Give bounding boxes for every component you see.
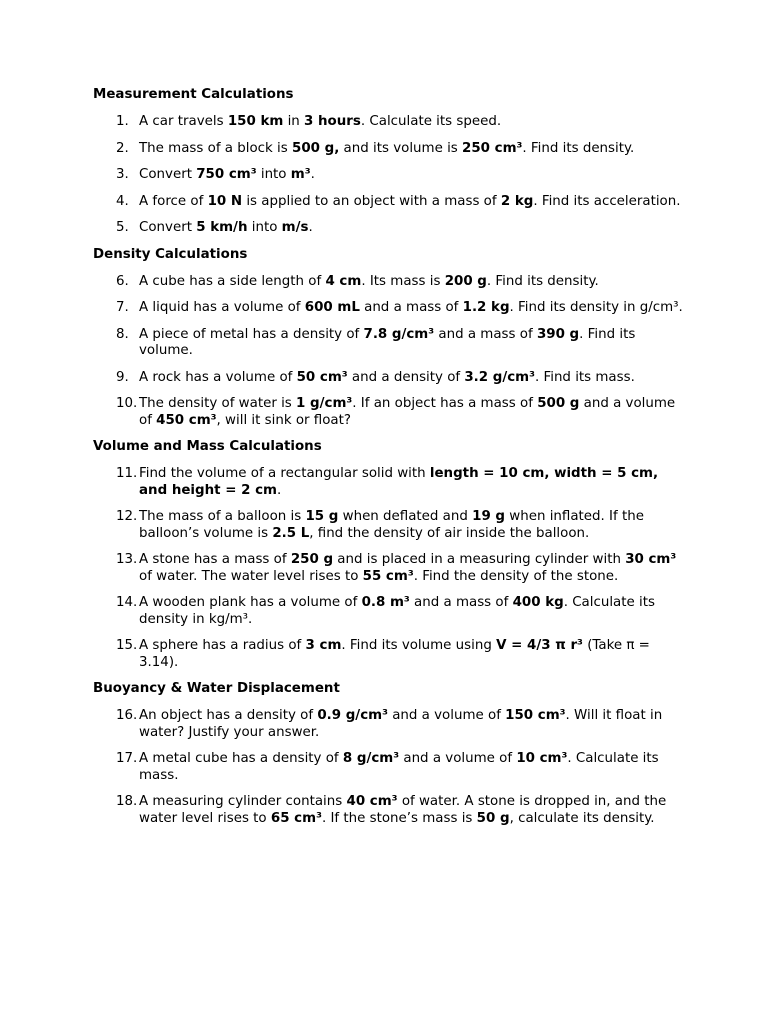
bold-value: 0.9 g/cm³ <box>317 708 388 723</box>
bold-value: 50 g <box>476 810 510 826</box>
text-run: A rock has a volume of <box>139 369 297 385</box>
text-run: . <box>276 482 282 498</box>
question-text <box>139 509 644 541</box>
bold-value: 750 cm³ <box>196 167 257 182</box>
text-run: Convert <box>139 220 197 235</box>
question-2 <box>93 141 683 158</box>
question-number: 7. <box>116 300 129 315</box>
text-run: A piece of metal has a density of <box>139 326 364 342</box>
text-run: The density of water is <box>139 396 297 411</box>
bold-value: 7.8 g/cm³ <box>363 326 435 342</box>
bold-value: 3.2 g/cm³ <box>464 369 535 385</box>
bold-value: 19 g <box>472 509 506 524</box>
text-run: is applied to an object with a mass of <box>242 193 501 209</box>
question-5 <box>93 220 683 237</box>
question-number: 18. <box>116 794 138 809</box>
question-1 <box>93 114 683 131</box>
question-text <box>139 396 675 428</box>
question-text <box>139 595 655 627</box>
bold-value: 65 cm³ <box>270 810 322 826</box>
question-text <box>139 300 683 315</box>
question-number: 10. <box>116 396 138 411</box>
question-6 <box>93 274 683 291</box>
question-7 <box>93 300 683 317</box>
bold-value: 8 g/cm³ <box>342 751 400 766</box>
text-run: A stone has a mass of <box>139 552 291 567</box>
bold-value: m/s <box>281 220 309 235</box>
text-run: and a mass of <box>409 595 513 610</box>
text-run: Find the volume of a rectangular solid with <box>139 466 430 481</box>
question-number: 17. <box>116 751 138 766</box>
bold-value: 1.2 kg <box>462 300 510 315</box>
bold-value: 600 mL <box>304 300 360 315</box>
bold-value: m³ <box>290 167 311 182</box>
bold-value: 3 cm <box>305 638 342 653</box>
bold-value: V = 4/3 π r³ <box>496 638 583 653</box>
text-run: An object has a density of <box>139 708 318 723</box>
section-heading: Buoyancy & Water Displacement <box>93 681 340 696</box>
text-run: when deflated and <box>338 509 473 524</box>
question-number: 6. <box>116 273 129 289</box>
question-14 <box>93 595 683 628</box>
question-9 <box>93 370 683 387</box>
question-16 <box>93 708 683 741</box>
text-run: . If the stone’s mass is <box>321 810 477 826</box>
question-number: 4. <box>116 193 129 209</box>
text-run: . Will it float in water? Justify your answer. <box>139 708 663 740</box>
bold-value: 5 km/h <box>196 220 248 235</box>
text-run: in <box>283 114 305 129</box>
text-run: , find the density of air inside the balloon. <box>309 525 590 541</box>
bold-value: 250 g <box>290 552 334 567</box>
text-run: of water. The water level rises to <box>139 568 363 584</box>
question-text <box>139 638 650 670</box>
question-text <box>139 194 681 209</box>
bold-value: 40 cm³ <box>346 794 398 809</box>
text-run: and its volume is <box>339 140 463 156</box>
question-number: 11. <box>116 466 138 481</box>
text-run: and a volume of <box>399 751 517 766</box>
question-text <box>139 466 658 498</box>
section-heading: Volume and Mass Calculations <box>93 439 322 454</box>
text-run: . <box>310 167 315 182</box>
text-run: and a volume of <box>387 708 506 723</box>
question-17 <box>93 751 683 784</box>
question-number: 5. <box>116 220 129 235</box>
bold-value: 500 g <box>537 396 580 411</box>
bold-value: 390 g <box>536 326 580 342</box>
text-run: and a mass of <box>359 300 463 315</box>
bold-value: 10 N <box>207 193 243 209</box>
text-run: A liquid has a volume of <box>139 300 305 315</box>
text-run: . Find its density in g/cm³. <box>509 300 683 315</box>
question-text <box>139 274 599 289</box>
question-3 <box>93 167 683 184</box>
bold-value: 3 hours <box>304 114 361 129</box>
text-run: . Find its mass. <box>534 369 635 385</box>
question-number: 2. <box>116 140 129 156</box>
question-number: 16. <box>116 708 138 723</box>
bold-value: 30 cm³ <box>625 552 677 567</box>
text-run: A force of <box>139 193 208 209</box>
question-text <box>139 370 635 385</box>
text-run: , will it sink or float? <box>216 412 351 428</box>
question-number: 1. <box>116 114 129 129</box>
bold-value: 150 km <box>227 114 284 129</box>
question-number: 15. <box>116 638 138 653</box>
bold-value: 250 cm³ <box>462 140 523 156</box>
question-text <box>139 114 501 129</box>
text-run: . If an object has a mass of <box>352 396 538 411</box>
text-run: Convert <box>139 167 197 182</box>
text-run: . <box>308 220 313 235</box>
bold-value: 15 g <box>305 509 339 524</box>
question-text <box>139 708 662 740</box>
question-10 <box>93 396 683 429</box>
bold-value: 500 g, <box>292 140 340 156</box>
bold-value: 400 kg <box>512 595 564 610</box>
text-run: when inflated. If the balloon’s volume is <box>139 509 644 541</box>
text-run: The mass of a block is <box>139 140 292 156</box>
section-density-calculations <box>93 247 683 430</box>
question-15 <box>93 638 683 671</box>
question-text <box>139 327 635 359</box>
text-run: . Find its volume using <box>341 638 497 653</box>
question-text <box>139 141 634 156</box>
question-text <box>139 220 313 235</box>
question-13 <box>93 552 683 585</box>
bold-value: 50 cm³ <box>296 369 348 385</box>
question-number: 8. <box>116 326 129 342</box>
question-11 <box>93 466 683 499</box>
bold-value: 200 g <box>444 273 487 289</box>
bold-value: 2.5 L <box>272 525 310 541</box>
text-run: . Its mass is <box>361 273 445 289</box>
question-number: 9. <box>116 369 129 385</box>
text-run: . Find its volume. <box>139 326 636 358</box>
text-run: , calculate its density. <box>509 810 655 826</box>
section-heading: Measurement Calculations <box>93 87 294 102</box>
bold-value: 4 cm <box>325 273 362 289</box>
text-run: A cube has a side length of <box>139 273 326 289</box>
text-run: and is placed in a measuring cylinder with <box>333 552 626 567</box>
worksheet <box>93 87 683 837</box>
bold-value: 1 g/cm³ <box>296 396 353 411</box>
section-volume-mass-calculations <box>93 439 683 671</box>
question-text <box>139 552 676 584</box>
text-run: . Find the density of the stone. <box>413 568 619 584</box>
bold-value: 450 cm³ <box>156 412 217 428</box>
question-number: 3. <box>116 167 129 182</box>
question-text <box>139 751 659 783</box>
question-8 <box>93 327 683 360</box>
bold-value: 10 cm³ <box>516 751 568 766</box>
question-text <box>139 794 666 826</box>
text-run: The mass of a balloon is <box>139 509 306 524</box>
text-run: and a mass of <box>434 326 537 342</box>
text-run: (Take π = 3.14). <box>139 638 650 670</box>
text-run: A sphere has a radius of <box>139 638 306 653</box>
bold-value: 2 kg <box>500 193 534 209</box>
bold-value: 0.8 m³ <box>361 595 410 610</box>
text-run: . Find its acceleration. <box>533 193 681 209</box>
question-12 <box>93 509 683 542</box>
section-heading: Density Calculations <box>93 246 248 262</box>
bold-value: length = 10 cm, width = 5 cm, and height = 2 cm <box>139 466 659 498</box>
section-buoyancy-water-displacement <box>93 681 683 827</box>
text-run: A measuring cylinder contains <box>139 794 347 809</box>
bold-value: 55 cm³ <box>362 568 414 584</box>
text-run: of water. A stone is dropped in, and the water level rises to <box>139 794 667 826</box>
text-run: and a volume of <box>139 396 676 428</box>
text-run: A wooden plank has a volume of <box>139 595 362 610</box>
bold-value: 150 cm³ <box>505 708 566 723</box>
section-measurement-calculations <box>93 87 683 237</box>
text-run: into <box>247 220 282 235</box>
text-run: . Find its density. <box>486 273 599 289</box>
text-run: . Calculate its speed. <box>360 114 502 129</box>
text-run: into <box>256 167 291 182</box>
text-run: and a density of <box>347 369 465 385</box>
question-number: 12. <box>116 509 138 524</box>
question-4 <box>93 194 683 211</box>
text-run: . Calculate its mass. <box>139 751 659 783</box>
text-run: A car travels <box>139 114 228 129</box>
text-run: . Find its density. <box>522 140 635 156</box>
question-number: 13. <box>116 552 138 567</box>
question-18 <box>93 794 683 827</box>
question-text <box>139 167 315 182</box>
text-run: . Calculate its density in kg/m³. <box>139 595 655 627</box>
text-run: A metal cube has a density of <box>139 751 343 766</box>
question-number: 14. <box>116 595 138 610</box>
